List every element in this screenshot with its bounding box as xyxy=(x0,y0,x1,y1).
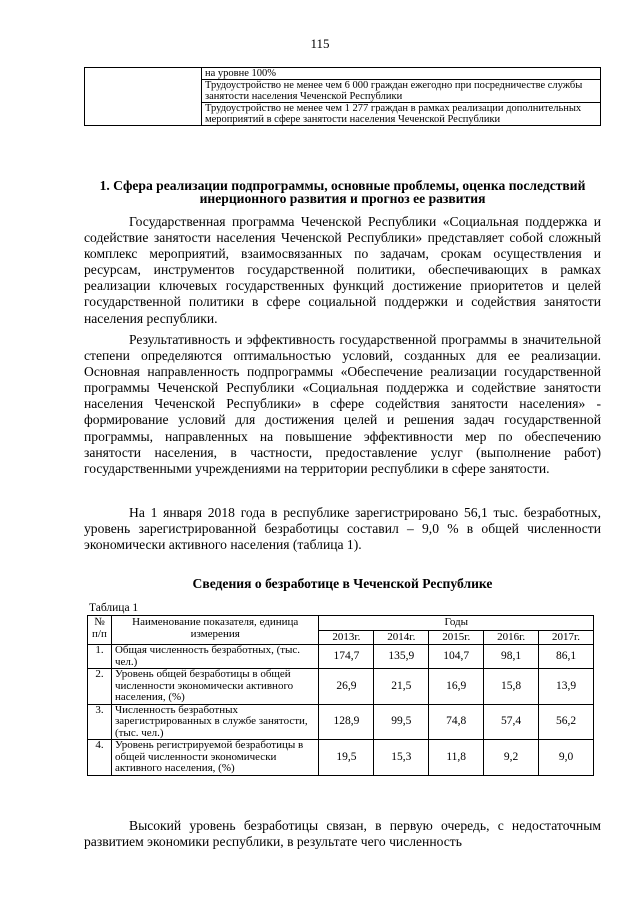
header-indicator: Наименование показателя, единица измерения xyxy=(111,616,319,645)
row-index: 1. xyxy=(88,645,112,669)
row-value: 26,9 xyxy=(319,669,374,705)
paragraph-program-effectiveness xyxy=(84,332,601,477)
row-indicator: Уровень общей безработицы в общей численности экономически активного населения, (%) xyxy=(111,669,319,705)
goals-table-continuation xyxy=(84,67,601,126)
row-value: 15,8 xyxy=(484,669,539,705)
paragraph-unemployment-stats xyxy=(84,505,601,553)
paragraph-text: Государственная программа Чеченской Республики «Социальная поддержка и содействие занятости населения Чеченской Республики» представляет собой сложный комплекс мероприятий, взаимосвязанных по задачам, срокам осуществления и ресурсам, инструментов государственной политики, обеспечивающих в рамках реализации ключевых государственных функций достижение приоритетов и целей государственной политики в сфере социальной поддержки и содействия занятости населения республики. xyxy=(84,214,601,326)
row-value: 19,5 xyxy=(319,740,374,776)
row-value: 174,7 xyxy=(319,645,374,669)
header-year: 2017г. xyxy=(539,630,594,645)
row-index: 3. xyxy=(88,704,112,740)
row-value: 74,8 xyxy=(429,704,484,740)
table-row xyxy=(88,704,594,740)
row-value: 9,2 xyxy=(484,740,539,776)
table-cell: Трудоустройство не менее чем 1 277 граждан в рамках реализации дополнительных мероприятий в сфере занятости населения Чеченской Республики xyxy=(202,103,601,126)
row-index: 4. xyxy=(88,740,112,776)
row-value: 86,1 xyxy=(539,645,594,669)
header-year: 2016г. xyxy=(484,630,539,645)
row-indicator: Общая численность безработных, (тыс. чел.) xyxy=(111,645,319,669)
unemployment-table xyxy=(87,615,594,776)
header-year: 2014г. xyxy=(374,630,429,645)
row-value: 128,9 xyxy=(319,704,374,740)
row-value: 135,9 xyxy=(374,645,429,669)
row-value: 11,8 xyxy=(429,740,484,776)
row-value: 56,2 xyxy=(539,704,594,740)
table-row xyxy=(88,669,594,705)
section-title: 1. Сфера реализации подпрограммы, основные проблемы, оценка последствий инерционного развития и прогноз ее развития xyxy=(99,178,586,206)
paragraph-text: На 1 января 2018 года в республике зарегистрировано 56,1 тыс. безработных, уровень зарегистрированной безработицы составил – 9,0 % в общей численности экономически активного населения (таблица 1). xyxy=(84,505,601,553)
row-value: 98,1 xyxy=(484,645,539,669)
row-value: 13,9 xyxy=(539,669,594,705)
header-years-group: Годы xyxy=(319,616,594,631)
table-row xyxy=(88,740,594,776)
row-indicator: Уровень регистрируемой безработицы в общей численности экономически активного населения, (%) xyxy=(111,740,319,776)
header-year: 2015г. xyxy=(429,630,484,645)
table-header-row xyxy=(88,616,594,631)
paragraph-program-description xyxy=(84,214,601,327)
row-value: 15,3 xyxy=(374,740,429,776)
row-value: 104,7 xyxy=(429,645,484,669)
row-value: 21,5 xyxy=(374,669,429,705)
table-row xyxy=(88,645,594,669)
table-row xyxy=(85,68,601,80)
empty-cell xyxy=(85,68,202,126)
row-index: 2. xyxy=(88,669,112,705)
paragraph-text: Высокий уровень безработицы связан, в первую очередь, с недостаточным развитием экономики республики, в результате чего численность xyxy=(84,818,601,850)
table-cell: на уровне 100% xyxy=(202,68,601,80)
table-title: Сведения о безработице в Чеченской Республике xyxy=(192,576,493,591)
page-number: 115 xyxy=(310,36,330,51)
row-value: 9,0 xyxy=(539,740,594,776)
row-value: 16,9 xyxy=(429,669,484,705)
row-value: 57,4 xyxy=(484,704,539,740)
header-year: 2013г. xyxy=(319,630,374,645)
header-num: № п/п xyxy=(88,616,112,645)
paragraph-text: Результативность и эффективность государственной программы в значительной степени определяются оптимальностью условий, созданных для ее реализации. Основная направленность подпрограммы «Обеспечение реализации государственной программы Чеченской Республики «Социальная поддержка и содействие занятости населения Чеченской Республики» в сфере содействия занятости населения» - формирование условий для достижения целей и решения задач государственной программы, направленных на повышение эффективности мер по обеспечению занятости населения, в частности, предоставление услуг (выполнение работ) государственными учреждениями на территории республики в сфере занятости. xyxy=(84,332,601,476)
table-label: Таблица 1 xyxy=(89,602,139,614)
row-indicator: Численность безработных зарегистрированных в службе занятости, (тыс. чел.) xyxy=(111,704,319,740)
paragraph-unemployment-causes xyxy=(84,818,601,850)
table-cell: Трудоустройство не менее чем 6 000 граждан ежегодно при посредничестве службы занятости населения Чеченской Республики xyxy=(202,80,601,103)
row-value: 99,5 xyxy=(374,704,429,740)
